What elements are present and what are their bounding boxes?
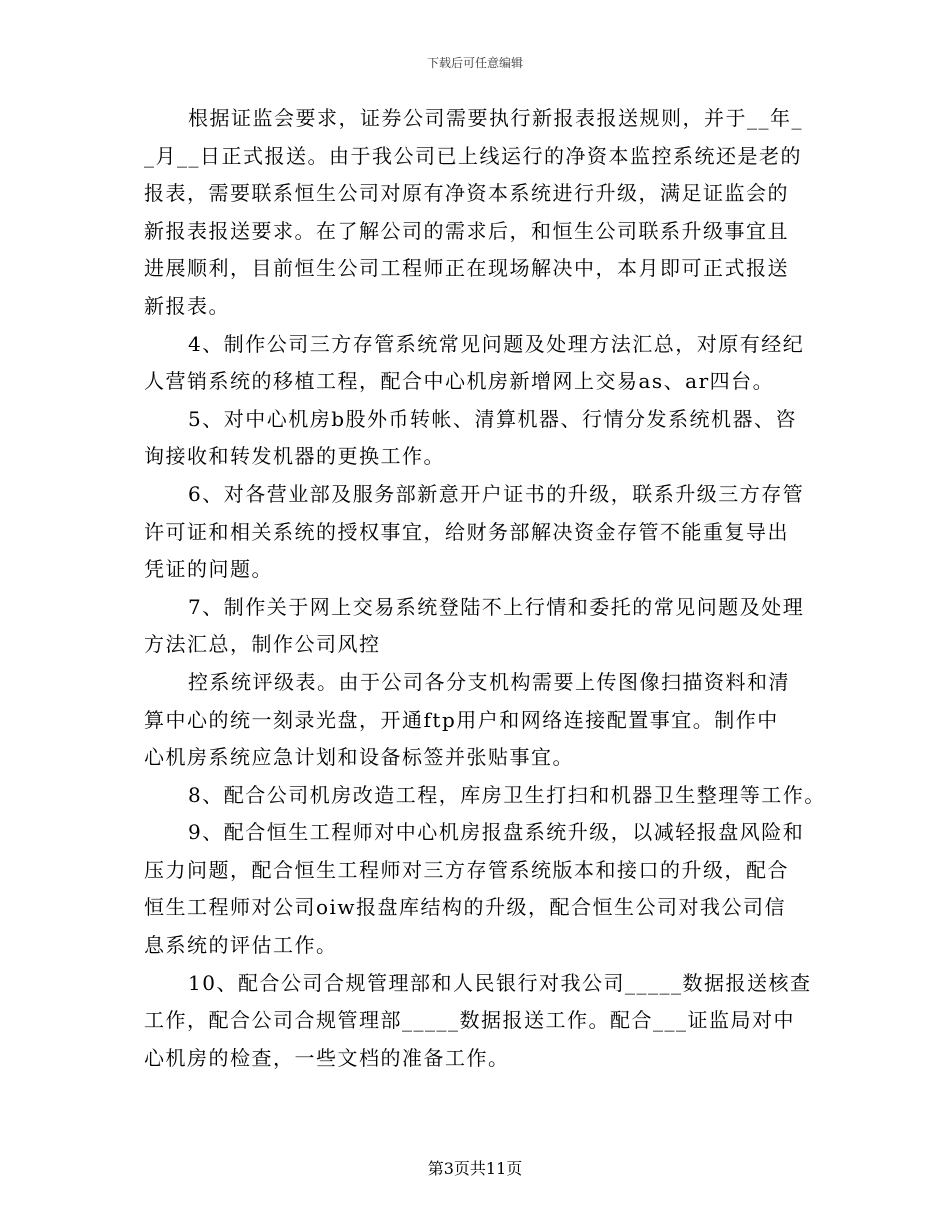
text-line: 工作，配合公司合规管理部_____数据报送工作。配合___证监局对中 — [144, 1008, 795, 1033]
text-line: 凭证的问题。 — [144, 557, 273, 582]
text-line: 人营销系统的移植工程，配合中心机房新增网上交易as、ar四台。 — [144, 369, 775, 394]
text-line: 8、配合公司机房改造工程，库房卫生打扫和机器卫生整理等工作。 — [188, 782, 826, 807]
page-footer: 第3页共11页 — [427, 1159, 523, 1178]
page-header: 下载后可任意编辑 — [426, 56, 523, 70]
text-line: 10、配合公司合规管理部和人民银行对我公司_____数据报送核查 — [188, 970, 812, 995]
text-line: 9、配合恒生工程师对中心机房报盘系统升级，以减轻报盘风险和 — [188, 820, 805, 845]
text-line: 新报表。 — [144, 293, 230, 318]
text-line: 报表，需要联系恒生公司对原有净资本系统进行升级，满足证监会的 — [144, 181, 789, 206]
text-line: 7、制作关于网上交易系统登陆不上行情和委托的常见问题及处理 — [188, 594, 805, 619]
text-line: 根据证监会要求，证券公司需要执行新报表报送规则，并于__年_ — [188, 106, 803, 130]
text-line: 6、对各营业部及服务部新意开户证书的升级，联系升级三方存管 — [188, 481, 805, 506]
text-line: 询接收和转发机器的更换工作。 — [144, 444, 445, 469]
text-line: 许可证和相关系统的授权事宜，给财务部解决资金存管不能重复导出 — [144, 519, 789, 544]
text-line: _月__日正式报送。由于我公司已上线运行的净资本监控系统还是老的 — [144, 143, 802, 168]
text-line: 压力问题，配合恒生工程师对三方存管系统版本和接口的升级，配合 — [144, 857, 789, 882]
text-line: 4、制作公司三方存管系统常见问题及处理方法汇总，对原有经纪 — [188, 331, 805, 356]
text-line: 5、对中心机房b股外币转帐、清算机器、行情分发系统机器、咨 — [188, 406, 798, 431]
text-line: 新报表报送要求。在了解公司的需求后，和恒生公司联系升级事宜且 — [144, 218, 789, 243]
text-line: 恒生工程师对公司oiw报盘库结构的升级，配合恒生公司对我公司信 — [144, 895, 787, 920]
text-line: 心机房系统应急计划和设备标签并张贴事宜。 — [144, 745, 574, 770]
document-body — [144, 100, 824, 1077]
text-line: 控系统评级表。由于公司各分支机构需要上传图像扫描资料和清 — [188, 669, 790, 694]
text-line: 算中心的统一刻录光盘，开通ftp用户和网络连接配置事宜。制作中 — [144, 707, 779, 732]
text-line: 进展顺利，目前恒生公司工程师正在现场解决中，本月即可正式报送 — [144, 256, 789, 281]
text-line: 方法汇总，制作公司风控 — [144, 632, 381, 657]
text-line: 息系统的评估工作。 — [144, 933, 338, 958]
text-line: 心机房的检查，一些文档的准备工作。 — [144, 1045, 510, 1070]
